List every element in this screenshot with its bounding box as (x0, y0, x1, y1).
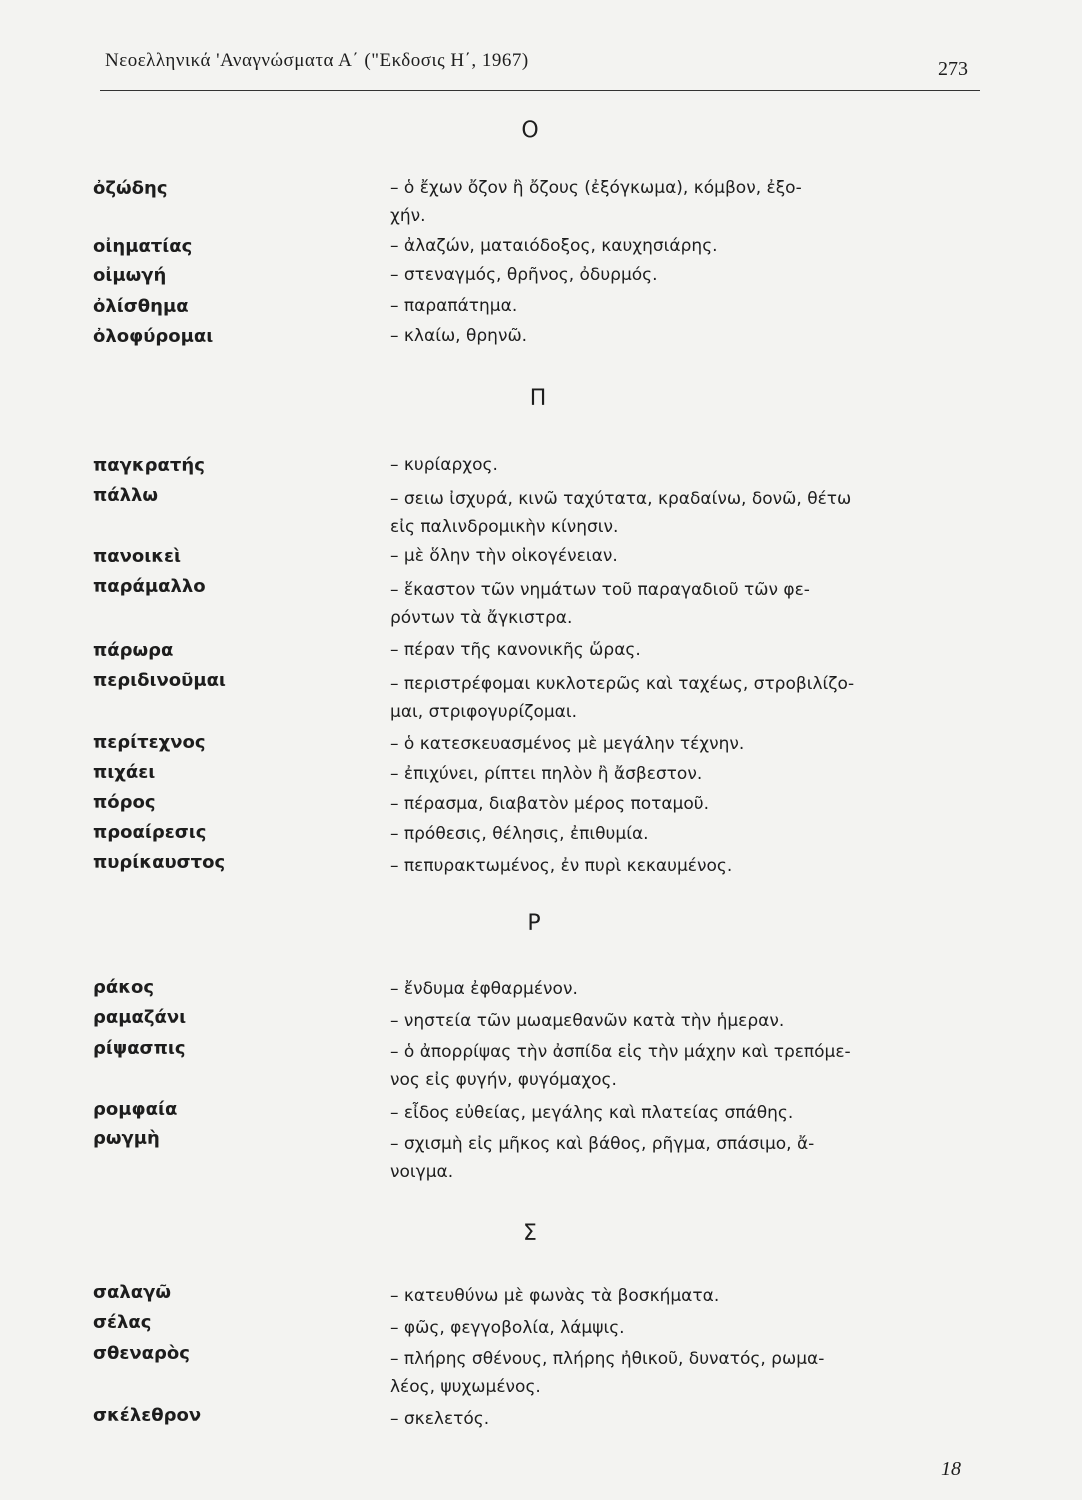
definition-line: εἰς παλινδρομικὴν κίνησιν. (390, 517, 619, 537)
glossary-definition (390, 322, 1015, 350)
glossary-term: παγκρατής (93, 455, 205, 476)
glossary-definition (390, 232, 1015, 260)
footer-signature: 18 (941, 1458, 961, 1480)
page-number: 273 (938, 58, 968, 80)
glossary-definition (390, 790, 1015, 818)
glossary-term: περιδινοῦμαι (93, 670, 226, 691)
definition-line: – στεναγμός, θρῆνος, ὀδυρμός. (390, 265, 658, 285)
definition-line: – πεπυρακτωμένος, ἐν πυρὶ κεκαυμένος. (390, 856, 733, 876)
glossary-term: παράμαλλο (93, 576, 206, 597)
section-letter: Ο (521, 118, 539, 143)
glossary-definition (390, 1405, 1015, 1433)
glossary-term: ρωγμὴ (93, 1128, 160, 1149)
glossary-term: σκέλεθρον (93, 1405, 202, 1426)
glossary-definition (390, 1007, 1015, 1035)
definition-line: νοιγμα. (390, 1162, 454, 1182)
definition-line: μαι, στριφογυρίζομαι. (390, 702, 578, 722)
glossary-definition (390, 576, 1015, 632)
header-rule (100, 90, 980, 91)
glossary-definition (390, 636, 1015, 664)
definition-line: – παραπάτημα. (390, 296, 518, 316)
glossary-definition (390, 1314, 1015, 1342)
glossary-definition (390, 542, 1015, 570)
definition-line: – ἀλαζών, ματαιόδοξος, καυχησιάρης. (390, 236, 718, 256)
definition-line: – κυρίαρχος. (390, 455, 498, 475)
glossary-term: πυρίκαυστος (93, 852, 226, 873)
glossary-definition (390, 1130, 1015, 1186)
glossary-term: ράκος (93, 977, 155, 998)
definition-line: – πλήρης σθένους, πλήρης ἠθικοῦ, δυνατός, ρωμα- (390, 1349, 825, 1369)
glossary-term: ραμαζάνι (93, 1007, 187, 1028)
definition-line: – σειω ἰσχυρά, κινῶ ταχύτατα, κραδαίνω, δονῶ, θέτω (390, 489, 852, 509)
glossary-definition (390, 292, 1015, 320)
definition-line: – πέραν τῆς κανονικῆς ὥρας. (390, 640, 641, 660)
glossary-term: περίτεχνος (93, 732, 206, 753)
definition-line: ρόντων τὰ ἄγκιστρα. (390, 608, 573, 628)
glossary-term: ρομφαία (93, 1099, 178, 1120)
glossary-term: ὀλοφύρομαι (93, 326, 214, 347)
glossary-term: ρίψασπις (93, 1038, 186, 1059)
glossary-definition (390, 820, 1015, 848)
glossary-term: σαλαγῶ (93, 1282, 172, 1303)
glossary-definition (390, 730, 1015, 758)
definition-line: – κατευθύνω μὲ φωνὰς τὰ βοσκήματα. (390, 1286, 720, 1306)
glossary-definition (390, 451, 1015, 479)
glossary-term: σέλας (93, 1312, 152, 1333)
definition-line: – νηστεία τῶν μωαμεθανῶν κατὰ τὴν ἡμεραν. (390, 1011, 785, 1031)
definition-line: – ἕκαστον τῶν νημάτων τοῦ παραγαδιοῦ τῶν φε- (390, 580, 810, 600)
definition-line: – σκελετός. (390, 1409, 490, 1429)
glossary-definition (390, 485, 1015, 541)
definition-line: – ὁ ἔχων ὄζον ἢ ὄζους (ἐξόγκωμα), κόμβον, ἐξο- (390, 178, 802, 198)
glossary-term: οἰηματίας (93, 236, 193, 257)
glossary-definition (390, 1345, 1015, 1401)
glossary-definition (390, 261, 1015, 289)
definition-line: – περιστρέφομαι κυκλοτερῶς καὶ ταχέως, στροβιλίζο- (390, 674, 855, 694)
definition-line: – ἐπιχύνει, ρίπτει πηλὸν ἢ ἄσβεστον. (390, 764, 703, 784)
definition-line: νος εἰς φυγήν, φυγόμαχος. (390, 1070, 617, 1090)
definition-line: – σχισμὴ εἰς μῆκος καὶ βάθος, ρῆγμα, σπάσιμο, ἄ- (390, 1134, 815, 1154)
definition-line: λέος, ψυχωμένος. (390, 1377, 541, 1397)
definition-line: – φῶς, φεγγοβολία, λάμψις. (390, 1318, 625, 1338)
section-letter: Σ (523, 1221, 537, 1246)
definition-line: – ὁ κατεσκευασμένος μὲ μεγάλην τέχνην. (390, 734, 745, 754)
definition-line: χήν. (390, 206, 426, 226)
definition-line: – πέρασμα, διαβατὸν μέρος ποταμοῦ. (390, 794, 709, 814)
definition-line: – ἔνδυμα ἐφθαρμένον. (390, 979, 578, 999)
glossary-term: ὀζώδης (93, 178, 168, 199)
definition-line: – εἶδος εὐθείας, μεγάλης καὶ πλατείας σπάθης. (390, 1103, 794, 1123)
glossary-definition (390, 174, 1015, 230)
glossary-term: πανοικεὶ (93, 546, 182, 567)
section-letter: Ρ (527, 911, 541, 936)
glossary-term: οἰμωγή (93, 265, 167, 286)
definition-line: – πρόθεσις, θέλησις, ἐπιθυμία. (390, 824, 649, 844)
glossary-term: σθεναρὸς (93, 1343, 190, 1364)
glossary-definition (390, 1038, 1015, 1094)
definition-line: – μὲ ὅλην τὴν οἰκογένειαν. (390, 546, 618, 566)
definition-line: – ὁ ἀπορρίψας τὴν ἀσπίδα εἰς τὴν μάχην καὶ τρεπόμε- (390, 1042, 851, 1062)
section-letter: Π (529, 386, 547, 411)
glossary-term: πόρος (93, 792, 156, 813)
glossary-definition (390, 975, 1015, 1003)
glossary-definition (390, 760, 1015, 788)
definition-line: – κλαίω, θρηνῶ. (390, 326, 528, 346)
glossary-definition (390, 670, 1015, 726)
glossary-definition (390, 852, 1015, 880)
glossary-term: προαίρεσις (93, 822, 207, 843)
glossary-term: πάλλω (93, 485, 159, 506)
glossary-term: πάρωρα (93, 640, 174, 661)
header-title: Νεοελληνικά 'Αναγνώσματα Α΄ ("Εκδοσις Η΄, 1967) (105, 50, 529, 71)
glossary-term: πιχάει (93, 762, 156, 783)
glossary-term: ὀλίσθημα (93, 296, 189, 317)
glossary-definition (390, 1282, 1015, 1310)
glossary-definition (390, 1099, 1015, 1127)
